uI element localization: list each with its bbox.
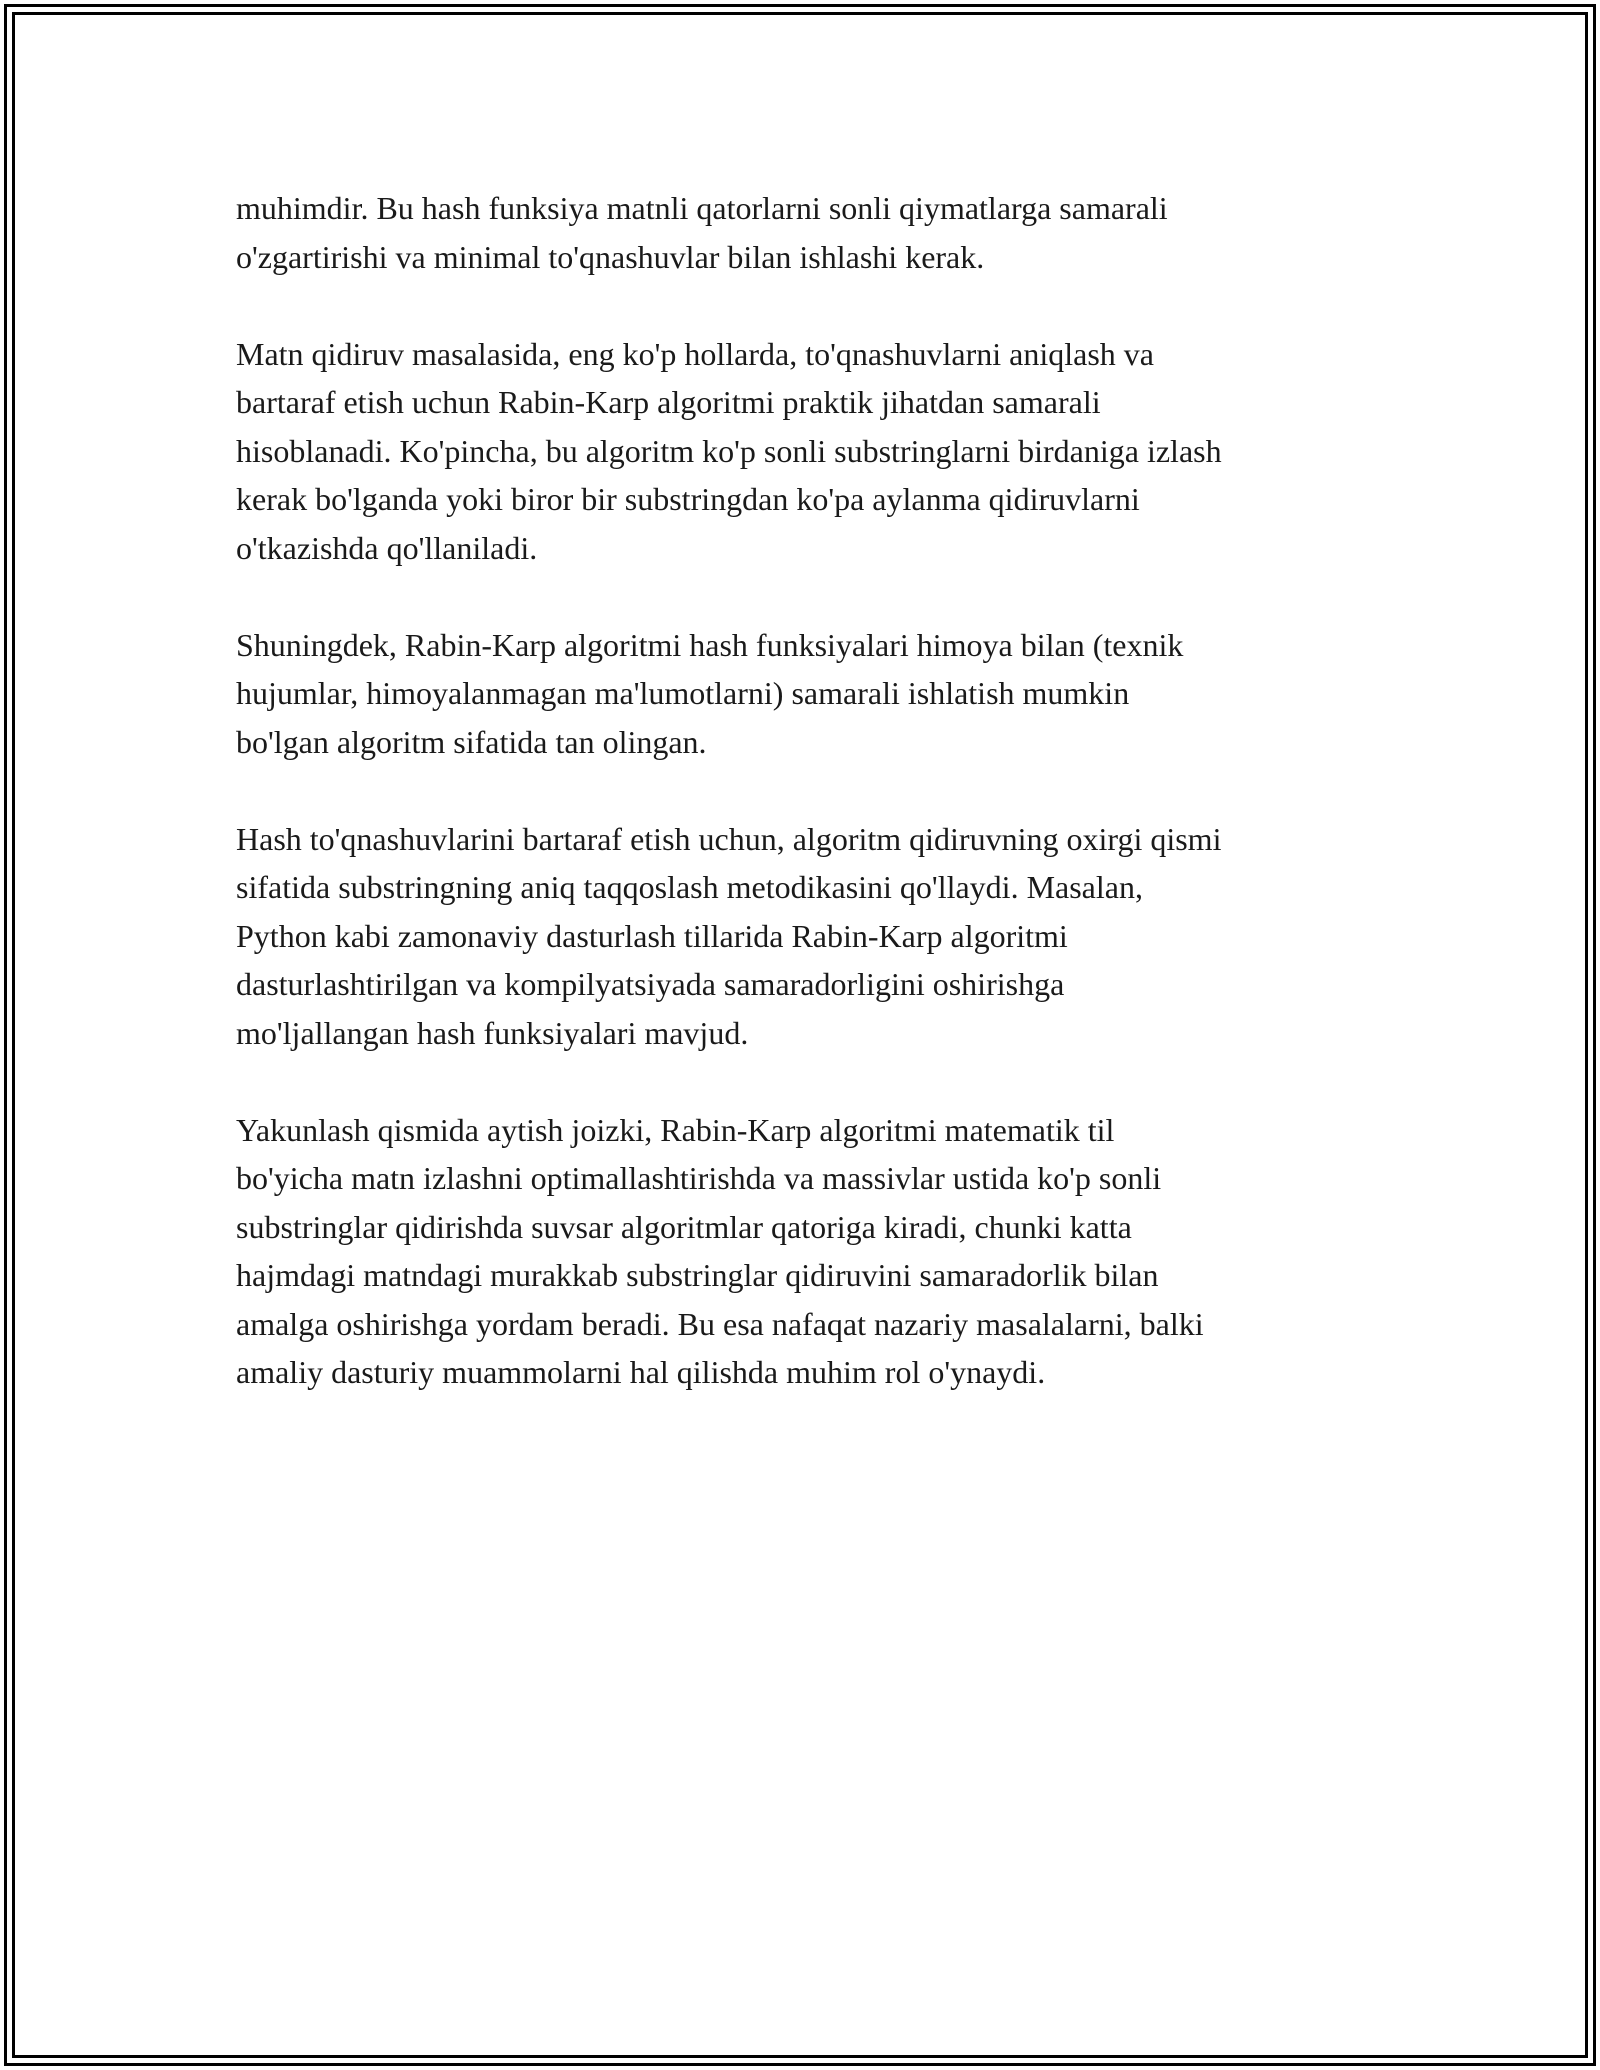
- paragraph-1: [236, 184, 1386, 281]
- text-line: bartaraf etish uchun Rabin-Karp algoritmi praktik jihatdan samarali: [236, 384, 1101, 420]
- paragraph-4: [236, 815, 1386, 1058]
- text-line: hajmdagi matndagi murakkab substringlar qidiruvini samaradorlik bilan: [236, 1257, 1159, 1293]
- text-line: dasturlashtirilgan va kompilyatsiyada samaradorligini oshirishga: [236, 966, 1065, 1002]
- paragraph-2: [236, 330, 1386, 573]
- document-body: [236, 184, 1386, 1445]
- text-line: o'zgartirishi va minimal to'qnashuvlar bilan ishlashi kerak.: [236, 238, 985, 275]
- text-line: Matn qidiruv masalasida, eng ko'p hollarda, to'qnashuvlarni aniqlash va: [236, 335, 1154, 372]
- text-line: sifatida substringning aniq taqqoslash metodikasini qo'llaydi. Masalan,: [236, 869, 1143, 905]
- text-line: amalga oshirishga yordam beradi. Bu esa nafaqat nazariy masalalarni, balki: [236, 1305, 1204, 1342]
- text-line: Python kabi zamonaviy dasturlash tillarida Rabin-Karp algoritmi: [236, 917, 1068, 954]
- text-line: bo'lgan algoritm sifatida tan olingan.: [236, 723, 707, 760]
- paragraph-5: [236, 1106, 1386, 1397]
- text-line: Shuningdek, Rabin-Karp algoritmi hash funksiyalari himoya bilan (texnik: [236, 626, 1184, 663]
- text-line: bo'yicha matn izlashni optimallashtirishda va massivlar ustida ko'p sonli: [236, 1160, 1162, 1196]
- text-line: o'tkazishda qo'llaniladi.: [236, 529, 538, 566]
- text-line: amaliy dasturiy muammolarni hal qilishda muhim rol o'ynaydi.: [236, 1354, 1046, 1390]
- text-line: Yakunlash qismida aytish joizki, Rabin-Karp algoritmi matematik til: [236, 1111, 1115, 1148]
- text-line: kerak bo'lganda yoki biror bir substringdan ko'pa aylanma qidiruvlarni: [236, 481, 1140, 517]
- text-line: substringlar qidirishda suvsar algoritmlar qatoriga kiradi, chunki katta: [236, 1208, 1132, 1245]
- text-line: muhimdir. Bu hash funksiya matnli qatorlarni sonli qiymatlarga samarali: [236, 190, 1168, 226]
- text-line: Hash to'qnashuvlarini bartaraf etish uchun, algoritm qidiruvning oxirgi qismi: [236, 820, 1222, 857]
- text-line: hujumlar, himoyalanmagan ma'lumotlarni) samarali ishlatish mumkin: [236, 675, 1130, 711]
- text-line: mo'ljallangan hash funksiyalari mavjud.: [236, 1014, 749, 1051]
- text-line: hisoblanadi. Ko'pincha, bu algoritm ko'p sonli substringlarni birdaniga izlash: [236, 432, 1222, 469]
- paragraph-3: [236, 621, 1386, 767]
